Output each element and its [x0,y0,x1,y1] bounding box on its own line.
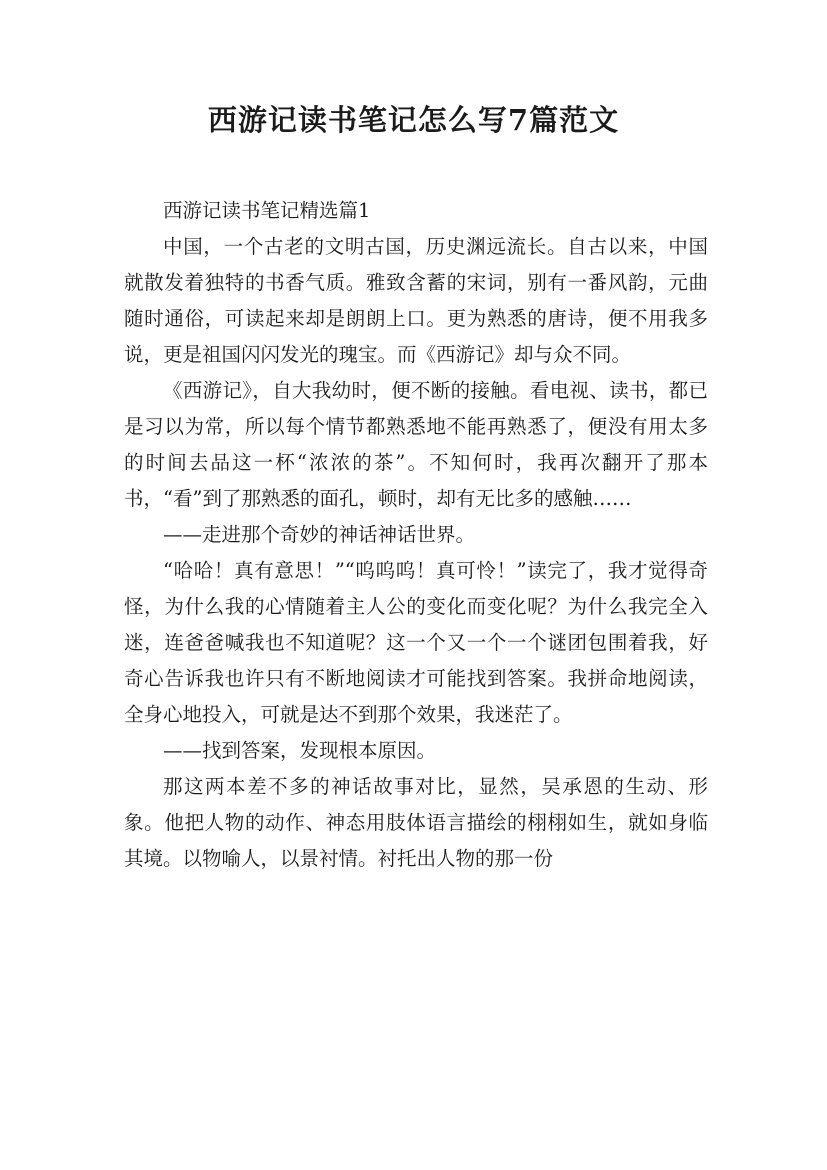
paragraph: 《西游记》，自大我幼时，便不断的接触。看电视、读书，都已是习以为常，所以每个情节都熟悉地不能再熟悉了，便没有用太多的时间去品这一杯“浓浓的茶”。不知何时，我再次翻开了那本书，“看”到了那熟悉的面孔，顿时，却有无比多的感触…… [124,379,708,510]
paragraph: ——找到答案，发现根本原因。 [163,739,437,762]
paragraph: 中国，一个古老的文明古国，历史渊远流长。自古以来，中国就散发着独特的书香气质。雅致含蓄的宋词，别有一番风韵，元曲随时通俗，可读起来却是朗朗上口。更为熟悉的唐诗，便不用我多说，更是祖国闪闪发光的瑰宝。而《西游记》却与众不同。 [124,235,708,366]
document-body [124,193,708,877]
document-title: 西游记读书笔记怎么写7篇范文 [207,103,620,137]
paragraph: 那这两本差不多的神话故事对比，显然，吴承恩的生动、形象。他把人物的动作、神态用肢体语言描绘的栩栩如生，就如身临其境。以物喻人，以景衬情。衬托出人物的那一份 [124,775,708,870]
paragraph: “哈哈！真有意思！”“呜呜呜！真可怜！”读完了，我才觉得奇怪，为什么我的心情随着主人公的变化而变化呢？为什么我完全入迷，连爸爸喊我也不知道呢？这一个又一个一个谜团包围着我，好奇心告诉我也许只有不断地阅读才可能找到答案。我拼命地阅读，全身心地投入，可就是达不到那个效果，我迷茫了。 [124,559,708,726]
section-heading: 西游记读书笔记精选篇1 [163,199,371,222]
paragraph: ——走进那个奇妙的神话神话世界。 [163,523,476,546]
